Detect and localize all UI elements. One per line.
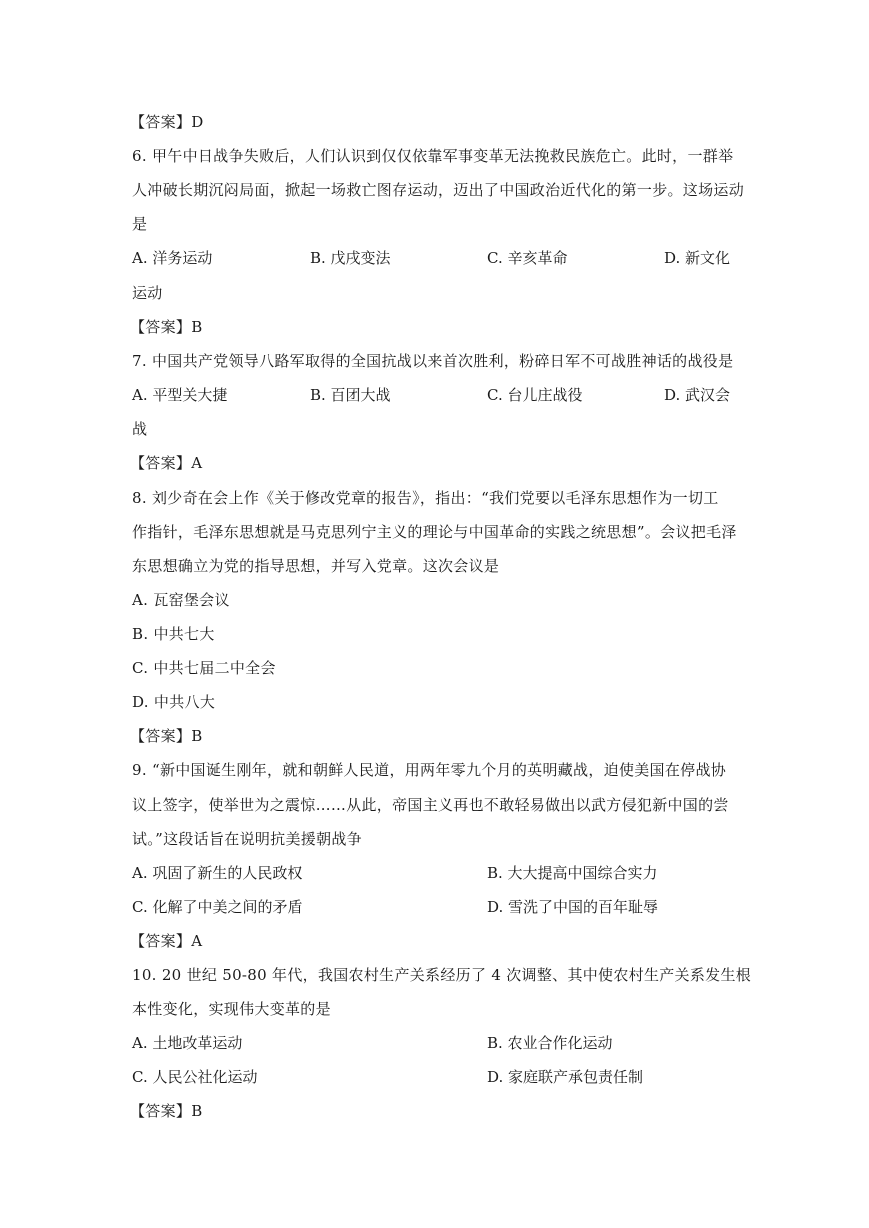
q9-option-a: A. 巩固了新生的人民政权 [132, 864, 303, 882]
q6-answer: 【答案】B [130, 318, 203, 336]
q8-answer: 【答案】B [130, 727, 203, 745]
q9-stem-line-3: 试。”这段话旨在说明抗美援朝战争 [132, 830, 362, 848]
q10-stem-line-2: 本性变化，实现伟大变革的是 [132, 1000, 331, 1018]
q10-answer: 【答案】B [130, 1102, 203, 1120]
q8-option-b: B. 中共七大 [132, 625, 215, 643]
q6-stem-line-1: 6. 甲午中日战争失败后，人们认识到仅仅依靠军事变革无法挽救民族危亡。此时，一群举 [132, 147, 734, 165]
q8-option-d: D. 中共八大 [132, 693, 216, 711]
q10-option-c: C. 人民公社化运动 [132, 1068, 258, 1086]
q6-option-a: A. 洋务运动 [132, 249, 213, 267]
q8-stem-line-2: 作指针，毛泽东思想就是马克思列宁主义的理论与中国革命的实践之统思想”。会议把毛泽 [132, 523, 737, 541]
q9-option-c: C. 化解了中美之间的矛盾 [132, 898, 303, 916]
q9-stem-line-1: 9. “新中国诞生刚年，就和朝鲜人民道，用两年零九个月的英明藏战，迫使美国在停战协 [132, 761, 727, 779]
q7-option-c: C. 台儿庄战役 [487, 386, 583, 404]
q10-option-d: D. 家庭联产承包责任制 [487, 1068, 644, 1086]
q10-option-a: A. 土地改革运动 [132, 1034, 243, 1052]
q9-stem-line-2: 议上签字，使举世为之震惊……从此，帝国主义再也不敢轻易做出以武方侵犯新中国的尝 [132, 796, 729, 814]
q10-option-b: B. 农业合作化运动 [487, 1034, 613, 1052]
q8-option-c: C. 中共七届二中全会 [132, 659, 276, 677]
q8-stem-line-1: 8. 刘少奇在会上作《关于修改党章的报告》，指出：“我们党要以毛泽东思想作为一切工 [132, 489, 719, 507]
q8-option-a: A. 瓦窑堡会议 [132, 591, 230, 609]
q7-answer: 【答案】A [130, 454, 203, 472]
q8-stem-line-3: 东思想确立为党的指导思想，并写入党章。这次会议是 [132, 557, 500, 575]
q7-option-d-wrap: 战 [132, 420, 148, 438]
q6-option-d: D. 新文化 [664, 249, 731, 267]
q7-stem-line-1: 7. 中国共产党领导八路军取得的全国抗战以来首次胜利，粉碎日军不可战胜神话的战役是 [132, 352, 734, 370]
q7-option-b: B. 百团大战 [310, 386, 391, 404]
q6-option-b: B. 戊戌变法 [310, 249, 391, 267]
q7-option-a: A. 平型关大捷 [132, 386, 228, 404]
q9-option-b: B. 大大提高中国综合实力 [487, 864, 658, 882]
q6-option-c: C. 辛亥革命 [487, 249, 568, 267]
q6-stem-line-3: 是 [132, 215, 148, 233]
q7-option-d: D. 武汉会 [664, 386, 731, 404]
q6-stem-line-2: 人冲破长期沉闷局面，掀起一场救亡图存运动，迈出了中国政治近代化的第一步。这场运动 [132, 181, 745, 199]
q5-answer: 【答案】D [130, 113, 204, 131]
q9-answer: 【答案】A [130, 932, 203, 950]
q9-option-d: D. 雪洗了中国的百年耻辱 [487, 898, 659, 916]
q6-option-d-wrap: 运动 [132, 284, 163, 302]
q10-stem-line-1: 10. 20 世纪 50-80 年代，我国农村生产关系经历了 4 次调整、其中使农村生产关系发生根 [132, 966, 752, 984]
